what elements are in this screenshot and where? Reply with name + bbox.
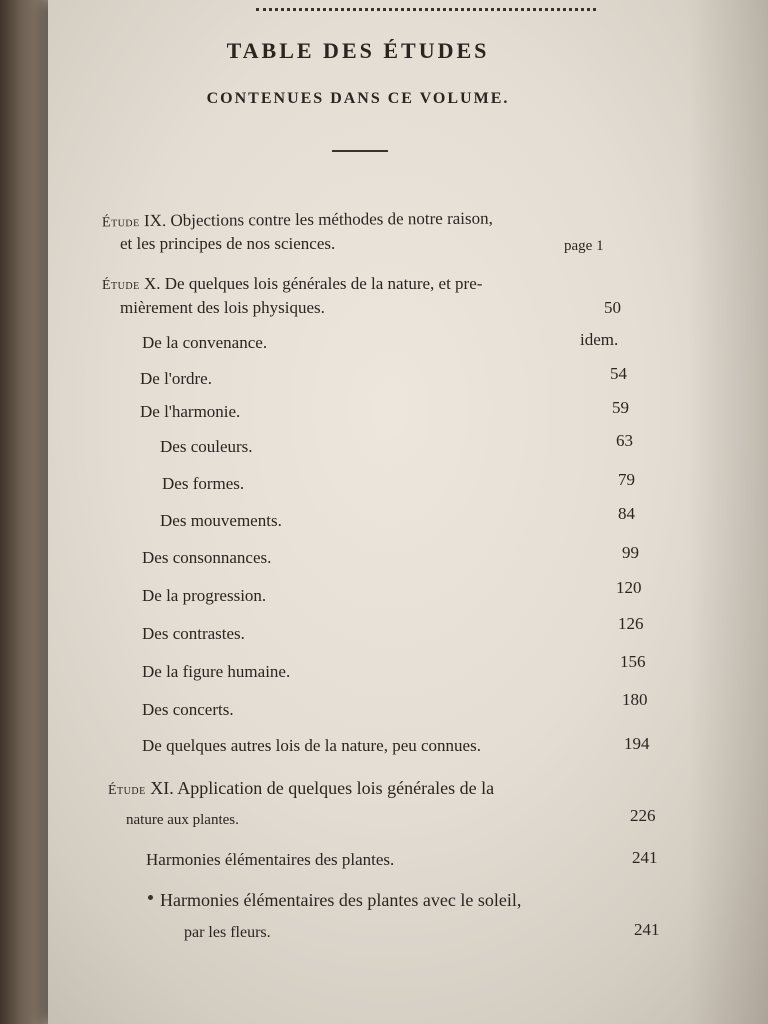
toc-page-number: 241 [634, 920, 660, 939]
page-subtitle: CONTENUES DANS CE VOLUME. [206, 90, 510, 107]
toc-page-number: 59 [612, 398, 629, 417]
etude-prefix: Étude [108, 783, 146, 798]
toc-entry-continuation: nature aux plantes. [126, 812, 239, 828]
etude-prefix: Étude [101, 215, 140, 231]
toc-page-number: 126 [618, 614, 644, 633]
top-dotted-rule [256, 8, 596, 11]
toc-entry-text: IX. Objections contre les méthodes de notre raison, [139, 208, 493, 231]
toc-page-number: 194 [624, 734, 650, 753]
toc-subentry: De la progression. [142, 586, 267, 605]
toc-subentry: Des consonnances. [142, 548, 272, 567]
toc-entry-etude-xi [108, 778, 494, 799]
toc-entry-continuation: mièrement des lois physiques. [120, 298, 325, 317]
toc-subentry-nested: Des mouvements. [160, 511, 282, 530]
toc-page-number: 84 [618, 504, 635, 523]
toc-page-number: 156 [620, 652, 646, 671]
toc-page-number: 79 [618, 470, 635, 489]
toc-page-number: 226 [630, 806, 656, 825]
page-title: TABLE DES ÉTUDES [226, 38, 490, 63]
toc-subentry: Des concerts. [142, 700, 234, 719]
toc-page-number: 50 [604, 298, 621, 317]
book-page [48, 0, 768, 1024]
toc-page-number: page 1 [564, 238, 604, 254]
toc-page-number: 180 [622, 690, 648, 709]
toc-subentry: Des contrastes. [142, 624, 245, 643]
toc-page-number: 63 [616, 431, 633, 450]
toc-subentry: De l'ordre. [140, 369, 212, 388]
toc-subentry-nested: Des couleurs. [160, 437, 253, 456]
toc-page-number: 54 [610, 364, 627, 383]
toc-entry-text: X. De quelques lois générales de la nature, et pre- [139, 274, 483, 293]
title-divider [332, 150, 388, 152]
toc-page-number: 120 [616, 578, 642, 597]
toc-page-number: 241 [632, 848, 658, 867]
toc-subentry: De la convenance. [142, 333, 268, 352]
toc-subentry: De la figure humaine. [142, 662, 291, 681]
toc-entry-continuation: par les fleurs. [184, 924, 271, 941]
toc-subentry: Harmonies élémentaires des plantes avec le soleil, [160, 890, 522, 910]
toc-subentry: De quelques autres lois de la nature, peu connues. [142, 736, 481, 755]
toc-entry-continuation: et les principes de nos sciences. [120, 234, 336, 253]
margin-dot [148, 895, 153, 900]
toc-subentry: Harmonies élémentaires des plantes. [146, 850, 395, 869]
toc-page-number: 99 [622, 543, 639, 562]
toc-page-number: idem. [580, 330, 619, 349]
toc-entry-etude-x [102, 274, 482, 294]
toc-entry-text: XI. Application de quelques lois générales de la [145, 778, 495, 798]
toc-subentry: De l'harmonie. [140, 402, 241, 421]
etude-prefix: Étude [102, 278, 140, 293]
toc-entry-etude-ix [102, 209, 493, 232]
toc-subentry-nested: Des formes. [162, 474, 245, 493]
